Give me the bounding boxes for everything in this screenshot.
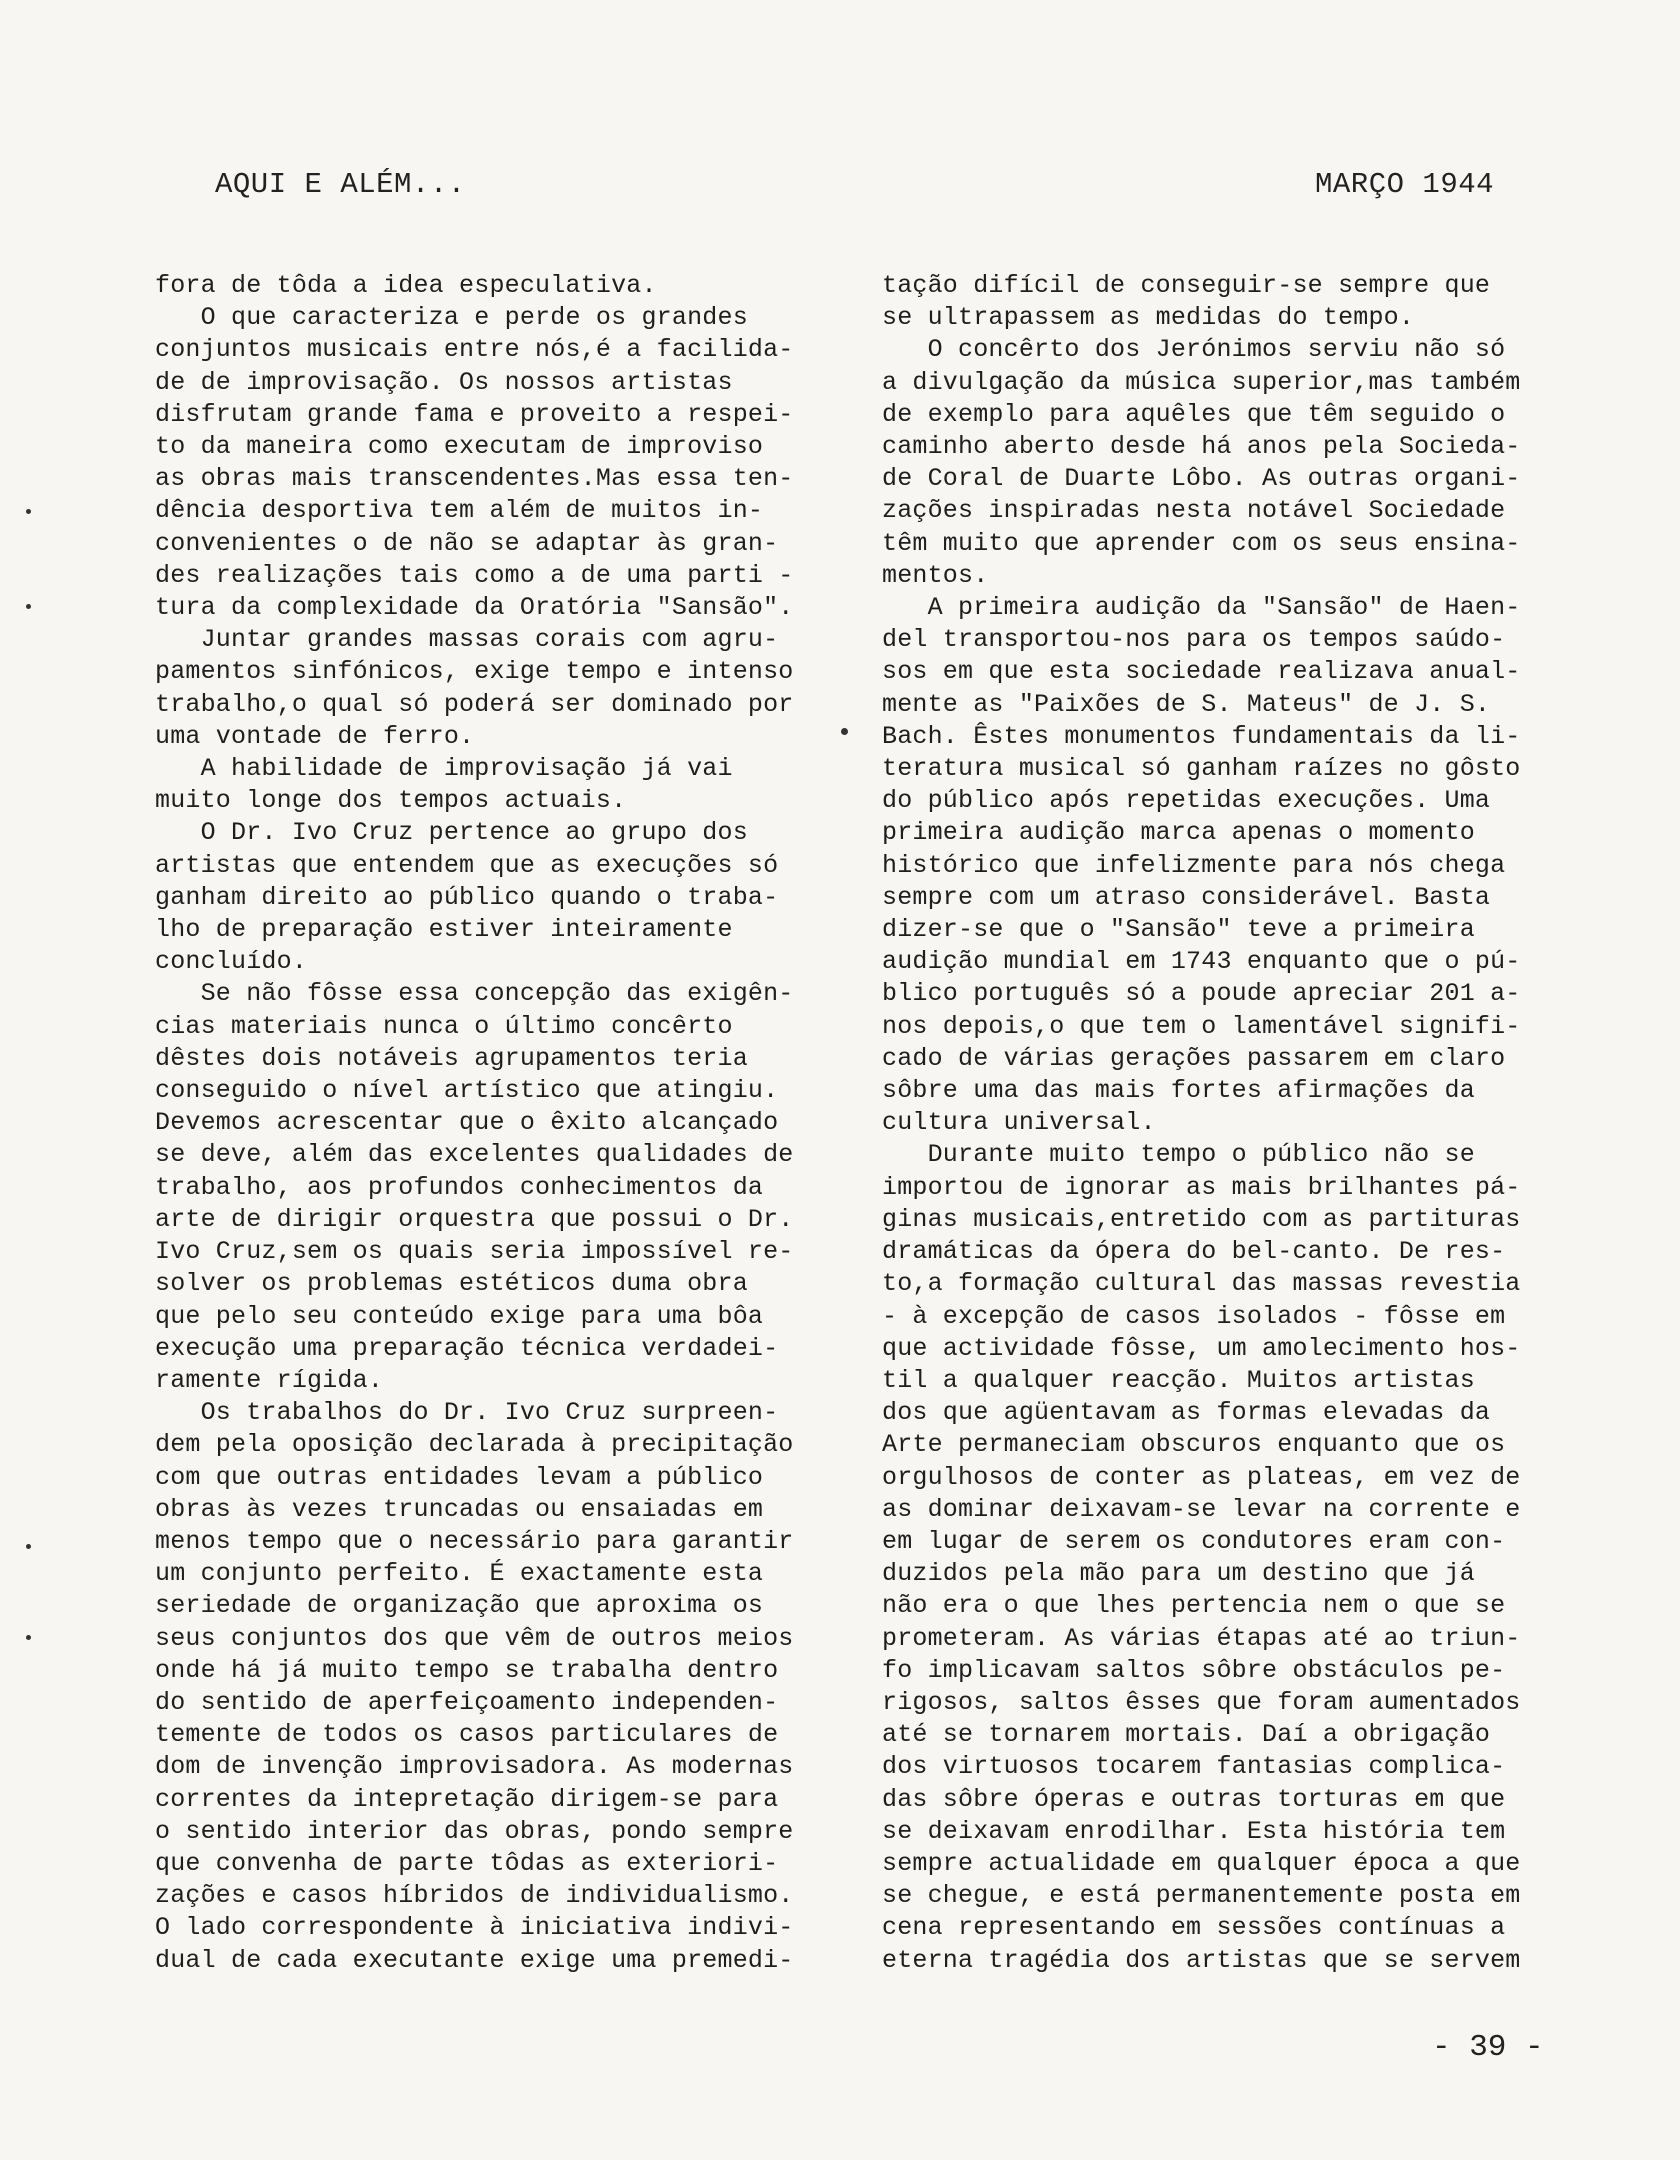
text-line: seus conjuntos dos que vêm de outros meios xyxy=(155,1623,794,1653)
text-line: menos tempo que o necessário para garantir xyxy=(155,1526,794,1556)
text-line: - à excepção de casos isolados - fôsse em xyxy=(882,1301,1506,1331)
text-line: de de improvisação. Os nossos artistas xyxy=(155,367,733,397)
text-line: prometeram. As várias étapas até ao triun- xyxy=(882,1623,1521,1653)
text-line: sos em que esta sociedade realizava anual- xyxy=(882,657,1521,687)
text-line: convenientes o de não se adaptar às gran- xyxy=(155,528,779,558)
text-line: artistas que entendem que as execuções só xyxy=(155,850,779,880)
text-line: A primeira audição da "Sansão" de Haen- xyxy=(882,593,1521,623)
text-line: até se tornarem mortais. Daí a obrigação xyxy=(882,1720,1491,1750)
text-line: ramente rígida. xyxy=(155,1365,384,1395)
text-line: sempre actualidade em qualquer época a que xyxy=(882,1848,1521,1878)
text-line: concluído. xyxy=(155,947,308,977)
text-line: do sentido de aperfeiçoamento independen- xyxy=(155,1687,779,1717)
text-column-right xyxy=(882,270,1552,1977)
text-line: zações e casos híbridos de individualismo. xyxy=(155,1881,794,1911)
text-line: de Coral de Duarte Lôbo. As outras organi- xyxy=(882,464,1521,494)
text-line: teratura musical só ganham raízes no gôsto xyxy=(882,754,1521,784)
text-line: caminho aberto desde há anos pela Socieda- xyxy=(882,432,1521,462)
text-line: a divulgação da música superior,mas também xyxy=(882,367,1521,397)
text-line: nos depois,o que tem o lamentável signifi- xyxy=(882,1011,1521,1041)
text-line: Durante muito tempo o público não se xyxy=(882,1140,1475,1170)
text-line: obras às vezes truncadas ou ensaiadas em xyxy=(155,1494,764,1524)
header-title: AQUI E ALÉM... xyxy=(215,168,466,201)
text-line: conseguido o nível artístico que atingiu. xyxy=(155,1076,779,1106)
text-line: Arte permaneciam obscuros enquanto que os xyxy=(882,1430,1506,1460)
text-line: Juntar grandes massas corais com agru- xyxy=(155,625,779,655)
text-line: dizer-se que o "Sansão" teve a primeira xyxy=(882,915,1475,945)
text-line: as dominar deixavam-se levar na corrente e xyxy=(882,1494,1521,1524)
text-line: com que outras entidades levam a público xyxy=(155,1462,764,1492)
text-line: del transportou-nos para os tempos saúdo- xyxy=(882,625,1506,655)
text-line: dom de invenção improvisadora. As modernas xyxy=(155,1752,794,1782)
text-line: das sôbre óperas e outras torturas em que xyxy=(882,1784,1506,1814)
text-line: que actividade fôsse, um amolecimento hos- xyxy=(882,1333,1521,1363)
text-line: temente de todos os casos particulares de xyxy=(155,1720,779,1750)
margin-mark xyxy=(26,604,31,609)
text-line: uma vontade de ferro. xyxy=(155,721,475,751)
text-line: cado de várias gerações passarem em claro xyxy=(882,1043,1506,1073)
text-line: que convenha de parte tôdas as exteriori- xyxy=(155,1848,779,1878)
text-line: se ultrapassem as medidas do tempo. xyxy=(882,303,1415,333)
text-line: trabalho, aos profundos conhecimentos da xyxy=(155,1172,764,1202)
text-line: O Dr. Ivo Cruz pertence ao grupo dos xyxy=(155,818,748,848)
text-line: solver os problemas estéticos duma obra xyxy=(155,1269,748,1299)
text-line: as obras mais transcendentes.Mas essa ten- xyxy=(155,464,794,494)
text-column-left xyxy=(155,270,825,1977)
text-line: rigosos, saltos êsses que foram aumentados xyxy=(882,1687,1521,1717)
text-line: fo implicavam saltos sôbre obstáculos pe- xyxy=(882,1655,1506,1685)
text-line: do público após repetidas execuções. Uma xyxy=(882,786,1491,816)
text-line: O que caracteriza e perde os grandes xyxy=(155,303,748,333)
text-line: o sentido interior das obras, pondo sempre xyxy=(155,1816,794,1846)
margin-mark xyxy=(26,1544,31,1549)
ink-mark xyxy=(841,728,848,735)
text-line: duzidos pela mão para um destino que já xyxy=(882,1559,1475,1589)
text-line: to,a formação cultural das massas revestia xyxy=(882,1269,1521,1299)
text-line: mente as "Paixões de S. Mateus" de J. S. xyxy=(882,689,1491,719)
text-line: cena representando em sessões contínuas a xyxy=(882,1913,1506,1943)
text-line: em lugar de serem os condutores eram con- xyxy=(882,1526,1506,1556)
text-line: sempre com um atraso considerável. Basta xyxy=(882,882,1491,912)
text-line: fora de tôda a idea especulativa. xyxy=(155,271,657,300)
text-line: O lado correspondente à iniciativa indivi- xyxy=(155,1913,794,1943)
text-line: dem pela oposição declarada à precipitação xyxy=(155,1430,794,1460)
text-line: lho de preparação estiver inteiramente xyxy=(155,915,733,945)
text-line: eterna tragédia dos artistas que se servem xyxy=(882,1945,1521,1975)
text-line: audição mundial em 1743 enquanto que o pú- xyxy=(882,947,1521,977)
text-line: Devemos acrescentar que o êxito alcançado xyxy=(155,1108,779,1138)
text-line: sôbre uma das mais fortes afirmações da xyxy=(882,1076,1475,1106)
text-line: muito longe dos tempos actuais. xyxy=(155,786,627,816)
text-line: ginas musicais,entretido com as partituras xyxy=(882,1204,1521,1234)
text-line: til a qualquer reacção. Muitos artistas xyxy=(882,1365,1475,1395)
text-line: de exemplo para aquêles que têm seguido o xyxy=(882,399,1506,429)
text-line: histórico que infelizmente para nós chega xyxy=(882,850,1506,880)
text-line: tação difícil de conseguir-se sempre que xyxy=(882,271,1491,300)
text-line: se deixavam enrodilhar. Esta história tem xyxy=(882,1816,1506,1846)
text-line: cias materiais nunca o último concêrto xyxy=(155,1011,733,1041)
text-line: blico português só a poude apreciar 201 a- xyxy=(882,979,1521,1009)
text-line: des realizações tais como a de uma parti - xyxy=(155,560,794,590)
text-line: O concêrto dos Jerónimos serviu não só xyxy=(882,335,1506,365)
text-line: correntes da intepretação dirigem-se para xyxy=(155,1784,779,1814)
text-line: cultura universal. xyxy=(882,1108,1156,1138)
text-line: dêstes dois notáveis agrupamentos teria xyxy=(155,1043,748,1073)
text-line: zações inspiradas nesta notável Sociedade xyxy=(882,496,1506,526)
text-line: trabalho,o qual só poderá ser dominado por xyxy=(155,689,794,719)
text-line: Ivo Cruz,sem os quais seria impossível re- xyxy=(155,1237,794,1267)
text-line: ganham direito ao público quando o traba- xyxy=(155,882,779,912)
text-line: se chegue, e está permanentemente posta em xyxy=(882,1881,1521,1911)
text-line: um conjunto perfeito. É exactamente esta xyxy=(155,1559,764,1589)
text-line: onde há já muito tempo se trabalha dentro xyxy=(155,1655,779,1685)
text-line: disfrutam grande fama e proveito a respei- xyxy=(155,399,794,429)
text-line: têm muito que aprender com os seus ensina- xyxy=(882,528,1521,558)
text-line: dência desportiva tem além de muitos in- xyxy=(155,496,764,526)
text-line: A habilidade de improvisação já vai xyxy=(155,754,733,784)
text-line: que pelo seu conteúdo exige para uma bôa xyxy=(155,1301,764,1331)
text-line: não era o que lhes pertencia nem o que se xyxy=(882,1591,1506,1621)
text-line: Os trabalhos do Dr. Ivo Cruz surpreen- xyxy=(155,1398,779,1428)
text-line: to da maneira como executam de improviso xyxy=(155,432,764,462)
text-line: dramáticas da ópera do bel-canto. De res- xyxy=(882,1237,1506,1267)
text-line: mentos. xyxy=(882,560,989,590)
text-line: dos virtuosos tocarem fantasias complica- xyxy=(882,1752,1506,1782)
text-line: dual de cada executante exige uma premedi- xyxy=(155,1945,794,1975)
text-line: conjuntos musicais entre nós,é a facilida- xyxy=(155,335,794,365)
text-line: Bach. Êstes monumentos fundamentais da li- xyxy=(882,721,1521,751)
text-line: dos que agüentavam as formas elevadas da xyxy=(882,1398,1491,1428)
text-line: pamentos sinfónicos, exige tempo e intenso xyxy=(155,657,794,687)
text-line: seriedade de organização que aproxima os xyxy=(155,1591,764,1621)
text-line: tura da complexidade da Oratória "Sansão". xyxy=(155,593,794,623)
text-line: execução uma preparação técnica verdadei- xyxy=(155,1333,779,1363)
margin-mark xyxy=(26,509,31,514)
margin-mark xyxy=(26,1635,31,1640)
text-line: se deve, além das excelentes qualidades de xyxy=(155,1140,794,1170)
text-line: importou de ignorar as mais brilhantes pá- xyxy=(882,1172,1521,1202)
text-line: arte de dirigir orquestra que possui o Dr. xyxy=(155,1204,794,1234)
text-line: Se não fôsse essa concepção das exigên- xyxy=(155,979,794,1009)
page-number: - 39 - xyxy=(1432,2030,1544,2065)
text-line: primeira audição marca apenas o momento xyxy=(882,818,1475,848)
text-line: orgulhosos de conter as plateas, em vez de xyxy=(882,1462,1521,1492)
header-date: MARÇO 1944 xyxy=(1315,168,1495,201)
